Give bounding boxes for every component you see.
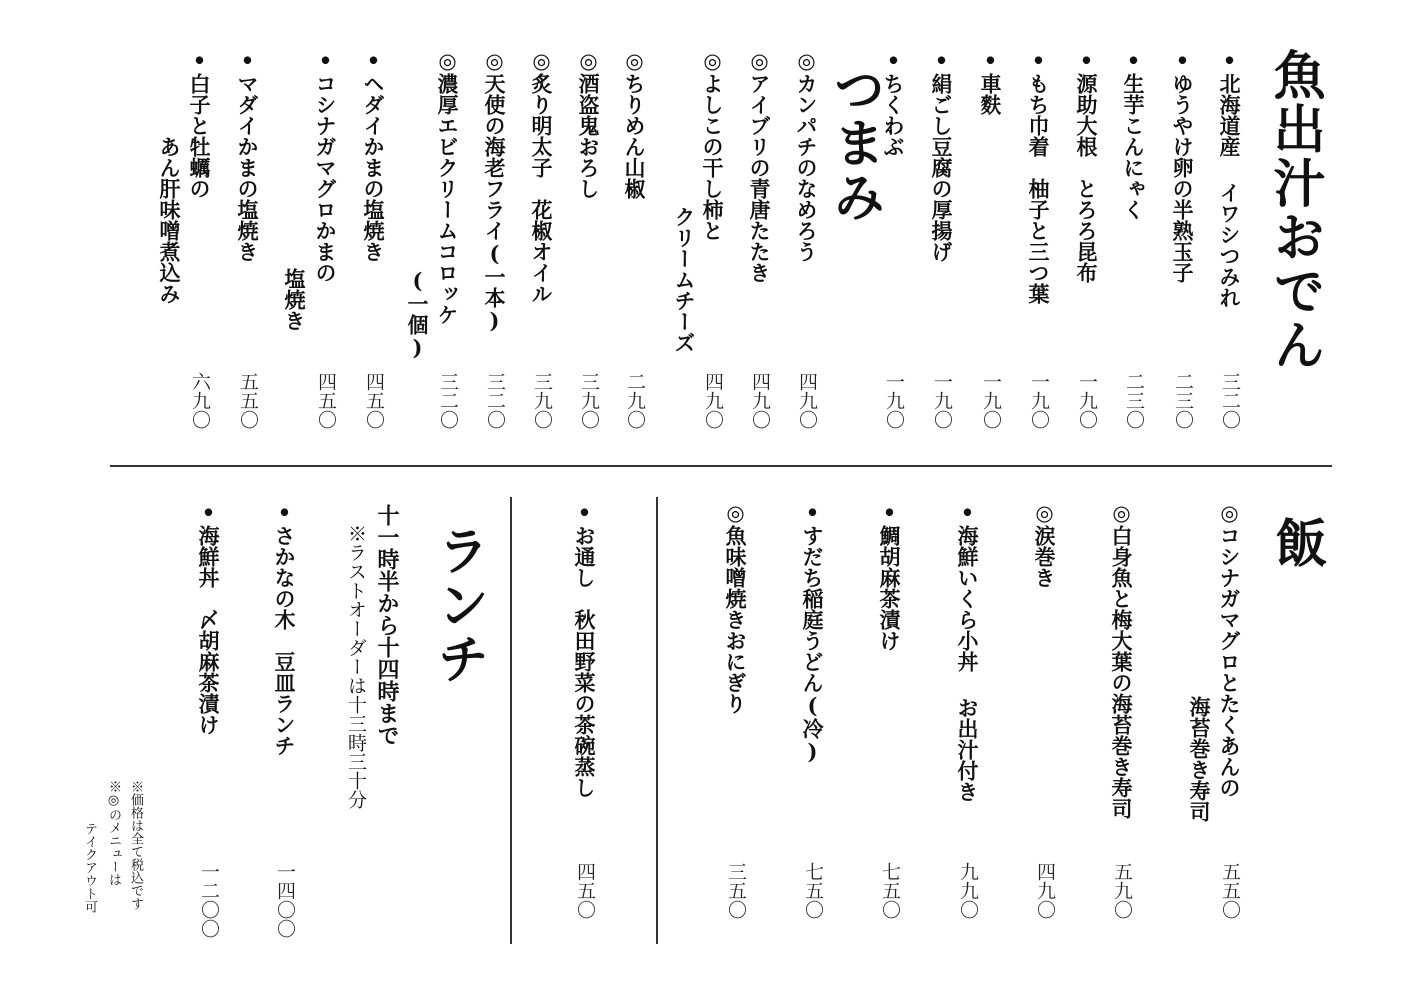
lunch-hours: 十一時半から十四時まで: [374, 504, 400, 746]
meshi-item-price: 五九〇: [1111, 862, 1133, 919]
tsumami-item-name: ◎カンパチのなめろう: [794, 48, 819, 262]
oden-item-price: 三二〇: [1219, 372, 1241, 429]
lunch-item-name: •海鮮丼 〆胡麻茶漬け: [196, 500, 221, 735]
oden-item-price: 一九〇: [1076, 372, 1098, 429]
tsumami-item-name: ◎濃厚エビクリームコロッケ: [435, 48, 460, 325]
tsumami-item-price: 三二〇: [437, 372, 459, 429]
tsumami-item-name: ◎酒盗鬼おろし: [576, 48, 601, 199]
lunch-item-price: 一四〇〇: [274, 862, 296, 938]
meshi-item-name-cont: 海苔巻き寿司: [1187, 696, 1212, 822]
tsumami-item-price: 六九〇: [189, 372, 211, 429]
lunch-last-order: ※ラストオーダーは十三時三十分: [345, 524, 367, 809]
otoshi-price: 四五〇: [574, 862, 596, 919]
tsumami-item-name: ◎よしこの干し柿と: [700, 48, 725, 241]
tsumami-item-name: ◎ちりめん山椒: [622, 48, 647, 199]
meshi-item-name: ◎白身魚と梅大葉の海苔巻き寿司: [1109, 500, 1134, 819]
meshi-item-price: 五五〇: [1219, 862, 1241, 919]
tsumami-item-price: 四九〇: [702, 372, 724, 429]
oden-item-name: •絹ごし豆腐の厚揚げ: [929, 48, 954, 262]
tsumami-item-price: 四九〇: [749, 372, 771, 429]
meshi-title: 飯: [1266, 516, 1327, 570]
oden-item-price: 二三〇: [1172, 372, 1194, 429]
tsumami-item-name: •コシナガマグロかまの: [313, 48, 338, 283]
oden-item-name: •北海道産 イワシつみれ: [1217, 48, 1242, 308]
meshi-item-price: 九九〇: [957, 862, 979, 919]
column-divider: [656, 497, 658, 944]
takeout-note: ※◎のメニューは: [106, 780, 121, 886]
tsumami-item-name-cont: あん肝味噌煮込み: [157, 136, 182, 304]
tsumami-item-name-cont: クリームチーズ: [672, 206, 697, 353]
meshi-item-name: •すだち稲庭うどん(冷): [800, 500, 825, 764]
oden-item-name: •ちくわぶ: [881, 48, 906, 157]
oden-title: 魚出汁おでん: [1264, 48, 1325, 372]
tsumami-item-price: 二九〇: [624, 372, 646, 429]
oden-item-price: 一九〇: [1028, 372, 1050, 429]
oden-item-name: •源助大根 とろろ昆布: [1074, 48, 1099, 283]
tsumami-item-price: 四五〇: [315, 372, 337, 429]
column-divider: [510, 497, 512, 944]
tsumami-title: つまみ: [824, 62, 885, 224]
oden-item-price: 一九〇: [883, 372, 905, 429]
tsumami-item-price: 五五〇: [237, 372, 259, 429]
tsumami-item-price: 四九〇: [796, 372, 818, 429]
meshi-item-name: ◎魚味噌焼きおにぎり: [723, 500, 748, 714]
oden-item-price: 一九〇: [980, 372, 1002, 429]
oden-item-price: 二三〇: [1123, 372, 1145, 429]
tsumami-item-name: •ヘダイかまの塩焼き: [361, 48, 386, 262]
tsumami-item-price: 三二〇: [484, 372, 506, 429]
tsumami-item-name: ◎アイブリの青唐たたき: [747, 48, 772, 283]
meshi-item-price: 七五〇: [879, 862, 901, 919]
tsumami-item-price: 四五〇: [363, 372, 385, 429]
tax-note: ※価格は全て税込です: [128, 780, 143, 910]
meshi-item-price: 七五〇: [802, 862, 824, 919]
oden-item-name: •車麩: [978, 48, 1003, 115]
meshi-item-price: 四九〇: [1034, 862, 1056, 919]
lunch-item-price: 一二〇〇: [198, 862, 220, 938]
tsumami-item-name: •白子と牡蠣の: [187, 48, 212, 199]
otoshi-name: •お通し 秋田野菜の茶碗蒸し: [572, 500, 597, 798]
section-divider: [110, 465, 1332, 467]
takeout-note-cont: テイクアウト可: [82, 822, 97, 913]
tsumami-item-name-cont: (一個): [405, 268, 430, 360]
oden-item-name: •もち巾着 柚子と三つ葉: [1026, 48, 1051, 304]
tsumami-item-name: ◎炙り明太子 花椒オイル: [529, 48, 554, 304]
tsumami-item-name: ◎天使の海老フライ(一本): [482, 48, 507, 333]
meshi-item-name: ◎涙巻き: [1032, 500, 1057, 588]
oden-item-price: 一九〇: [931, 372, 953, 429]
tsumami-item-name-cont: 塩焼き: [282, 268, 307, 331]
oden-item-name: •生芋こんにゃく: [1121, 48, 1146, 220]
tsumami-item-name: •マダイかまの塩焼き: [235, 48, 260, 262]
meshi-item-name: •鯛胡麻茶漬け: [877, 500, 902, 651]
lunch-item-name: •さかなの木 豆皿ランチ: [272, 500, 297, 756]
lunch-title: ランチ: [428, 524, 489, 686]
oden-item-name: •ゆうやけ卵の半熟玉子: [1170, 48, 1195, 283]
meshi-item-name: •海鮮いくら小丼 お出汁付き: [955, 500, 980, 802]
tsumami-item-price: 三九〇: [531, 372, 553, 429]
meshi-item-name: ◎コシナガマグロとたくあんの: [1217, 500, 1242, 798]
tsumami-item-price: 三九〇: [578, 372, 600, 429]
meshi-item-price: 三五〇: [725, 862, 747, 919]
